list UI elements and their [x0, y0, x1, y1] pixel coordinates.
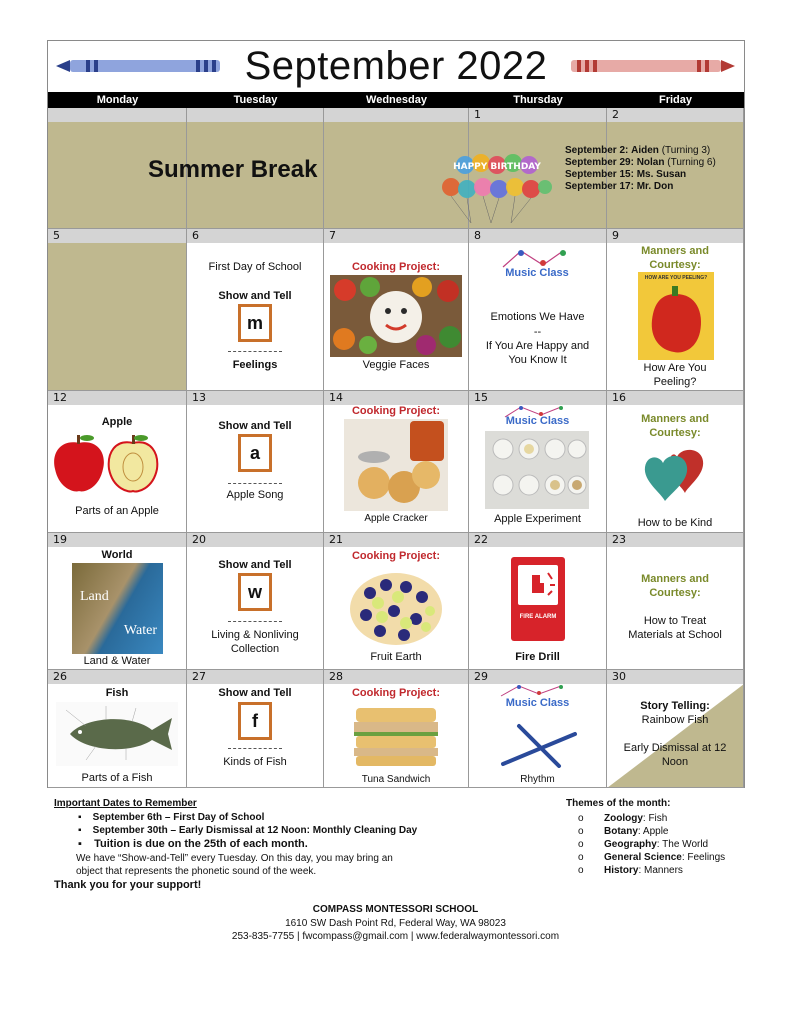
manners-line-2: Courtesy: [649, 587, 701, 599]
cooking-label: Cooking Project: [351, 405, 440, 417]
letter-w: w [247, 582, 262, 602]
parts-apple-label: Parts of an Apple [75, 505, 159, 517]
land-water-label: Land & Water [83, 655, 151, 667]
show-tell-label: Show and Tell [218, 559, 292, 571]
weekday-friday: Friday [658, 94, 692, 106]
treat-line-1: How to Treat [643, 615, 707, 627]
birthday-balloons-icon [441, 151, 553, 225]
day-cell-7 [324, 229, 469, 391]
birthday-item: September 15: Ms. Susan [565, 169, 687, 180]
cooking-label: Cooking Project: [351, 550, 440, 562]
letter-card [238, 304, 272, 342]
day-number: 6 [187, 229, 323, 243]
divider [228, 483, 282, 484]
day-number: 28 [324, 670, 468, 684]
pepper-icon [646, 286, 706, 356]
day-cell-14 [324, 391, 469, 533]
manners-line-2: Courtesy: [649, 259, 701, 271]
fish-label: Fish [105, 687, 129, 699]
cooking-label: Cooking Project: [351, 261, 440, 273]
day-number: 20 [187, 533, 323, 547]
early-line-2: Noon [661, 756, 689, 768]
calendar [47, 40, 745, 788]
day-cell-22 [469, 533, 607, 670]
day-number: 29 [469, 670, 606, 684]
show-tell-note-1: We have “Show-and-Tell” every Tuesday. On this day, you may bring an [76, 853, 393, 864]
birthday-item: September 2: Aiden (Turning 3) [565, 145, 711, 156]
fish-diagram-image [56, 702, 178, 766]
day-number: 14 [324, 391, 468, 405]
book-title: HOW ARE YOU PEELING? [644, 275, 708, 281]
cooking-label: Cooking Project: [351, 687, 440, 699]
veggie-faces-label: Veggie Faces [362, 359, 430, 371]
veggie-face-image [330, 275, 462, 357]
manners-line-1: Manners and [641, 413, 709, 425]
day-cell-6 [187, 229, 324, 391]
themes-heading: Themes of the month: [566, 798, 671, 809]
letter-a: a [249, 443, 260, 463]
first-day-label: First Day of School [208, 261, 302, 273]
letter-m: m [246, 313, 263, 333]
weekday-header [48, 92, 744, 108]
day-number: 5 [48, 229, 186, 243]
day-number: 19 [48, 533, 186, 547]
music-notes-icon [493, 247, 581, 269]
peeling-line-2: Peeling? [653, 376, 697, 388]
rhythm-label: Rhythm [520, 774, 555, 785]
music-class-image [493, 247, 581, 295]
themes-of-month [566, 798, 756, 877]
day-number: 9 [607, 229, 743, 243]
day-cell-12 [48, 391, 187, 533]
show-tell-note-2: object that represents the phonetic sound of the week. [76, 866, 317, 877]
day-cell-19 [48, 533, 187, 670]
fruit-earth-label: Fruit Earth [370, 651, 422, 663]
school-name: COMPASS MONTESSORI SCHOOL [312, 904, 479, 915]
important-item: ▪ September 30th – Early Dismissal at 12 Noon: Monthly Cleaning Day [78, 825, 418, 836]
land-water-image [72, 563, 163, 654]
music-class-label: Music Class [505, 697, 570, 709]
theme-item: o Geography: The World [578, 839, 709, 850]
early-line-1: Early Dismissal at 12 [623, 742, 727, 754]
day-number: 26 [48, 670, 186, 684]
apple-cracker-image [344, 419, 448, 511]
day-number: 8 [469, 229, 606, 243]
apple-experiment-label: Apple Experiment [494, 513, 581, 525]
day-cell-29 [469, 670, 607, 788]
divider [228, 748, 282, 749]
divider [228, 351, 282, 352]
emotions-line-2: -- [533, 326, 542, 338]
day-number: 16 [607, 391, 743, 405]
calendar-title-row [48, 41, 744, 91]
school-address: 1610 SW Dash Point Rd, Federal Way, WA 98023 [285, 918, 506, 929]
day-cell-26 [48, 670, 187, 788]
living-line-1: Living & Nonliving [211, 629, 299, 641]
red-crayon-icon [569, 59, 735, 73]
emotions-line-3: If You Are Happy and [485, 340, 590, 352]
kinds-fish-label: Kinds of Fish [223, 756, 287, 768]
day-number: 23 [607, 533, 743, 547]
fruit-earth-image [346, 565, 446, 647]
calendar-title: September 2022 [244, 44, 548, 88]
birthday-banner-text: HAPPY BIRTHDAY [453, 162, 541, 172]
day-cell-16 [607, 391, 744, 533]
theme-item: o History: Manners [578, 865, 683, 876]
rainbow-fish-label: Rainbow Fish [641, 714, 709, 726]
letter-card [238, 702, 272, 740]
school-contact: 253-835-7755 | fwcompass@gmail.com | www.federalwaymontessori.com [231, 931, 560, 942]
rhythm-sticks-icon [499, 722, 579, 768]
theme-item: o Botany: Apple [578, 826, 669, 837]
day-number: 22 [469, 533, 606, 547]
letter-f: f [252, 711, 258, 731]
land-word: Land [80, 589, 109, 604]
day-number: 30 [607, 670, 743, 684]
hearts-icon [641, 447, 711, 503]
letter-card [238, 573, 272, 611]
fire-alarm-sign-text: FIRE ALARM [519, 614, 557, 620]
peeling-line-1: How Are You [643, 362, 707, 374]
day-cell-28 [324, 670, 469, 788]
day-cell-23 [607, 533, 744, 670]
treat-line-2: Materials at School [628, 629, 722, 641]
kind-label: How to be Kind [637, 517, 713, 529]
day-cell-9 [607, 229, 744, 391]
day-number: 2 [607, 108, 743, 122]
peeling-book-image [638, 272, 714, 360]
birthday-item: September 17: Mr. Don [565, 181, 674, 192]
fire-alarm-panel [518, 565, 558, 605]
divider [228, 621, 282, 622]
manners-line-1: Manners and [641, 245, 709, 257]
day-number: 15 [469, 391, 606, 405]
show-tell-label: Show and Tell [218, 290, 292, 302]
thanks-label: Thank you for your support! [54, 879, 202, 891]
show-tell-label: Show and Tell [218, 687, 292, 699]
water-word: Water [123, 623, 157, 638]
theme-item: o Zoology: Fish [578, 813, 668, 824]
birthday-list [565, 145, 716, 193]
apple-diagram-image [53, 433, 159, 495]
summer-break-label: Summer Break [148, 156, 318, 183]
parts-fish-label: Parts of a Fish [81, 772, 153, 784]
day-cell-27 [187, 670, 324, 788]
day-number: 27 [187, 670, 323, 684]
manners-line-2: Courtesy: [649, 427, 701, 439]
important-dates [54, 798, 534, 891]
weekday-thursday: Thursday [513, 94, 563, 106]
manners-line-1: Manners and [641, 573, 709, 585]
day-cell-21 [324, 533, 469, 670]
day-cell-8 [469, 229, 607, 391]
day-cell-13 [187, 391, 324, 533]
day-number: 7 [324, 229, 468, 243]
music-notes-icon [497, 684, 577, 698]
tuna-label: Tuna Sandwich [361, 774, 431, 785]
emotions-line-4: You Know It [508, 354, 567, 366]
letter-card [238, 434, 272, 472]
weekday-monday: Monday [96, 94, 139, 106]
important-heading: Important Dates to Remember [54, 798, 197, 809]
apple-experiment-image [485, 431, 589, 509]
day-number: 1 [469, 108, 606, 122]
apple-cracker-label: Apple Cracker [364, 513, 428, 524]
weekday-tuesday: Tuesday [233, 94, 278, 106]
living-line-2: Collection [230, 643, 280, 655]
day-number: 21 [324, 533, 468, 547]
world-label: World [101, 549, 133, 561]
important-item: ▪ Tuition is due on the 25th of each month. [78, 838, 308, 850]
music-class-label: Music Class [505, 267, 569, 279]
important-item: ▪ September 6th – First Day of School [78, 812, 265, 823]
show-tell-label: Show and Tell [218, 420, 292, 432]
apple-label: Apple [101, 416, 133, 428]
weekday-wednesday: Wednesday [366, 94, 427, 106]
day-cell-15 [469, 391, 607, 533]
apple-song-label: Apple Song [226, 489, 284, 501]
birthday-item: September 29: Nolan (Turning 6) [565, 157, 716, 168]
day-number: 12 [48, 391, 186, 405]
story-telling-label: Story Telling: [640, 700, 710, 712]
day-number: 13 [187, 391, 323, 405]
tuna-sandwich-image [350, 704, 442, 768]
theme-item: o General Science: Feelings [578, 852, 726, 863]
music-class-label: Music Class [505, 415, 570, 427]
fire-drill-label: Fire Drill [515, 651, 560, 663]
day-cell-30 [607, 670, 744, 788]
day-cell-20 [187, 533, 324, 670]
day-cell-5 [48, 229, 187, 391]
fire-alarm-image [511, 557, 565, 641]
hand-press-icon [518, 565, 558, 605]
feelings-label: Feelings [232, 359, 278, 371]
emotions-line-1: Emotions We Have [490, 311, 585, 323]
